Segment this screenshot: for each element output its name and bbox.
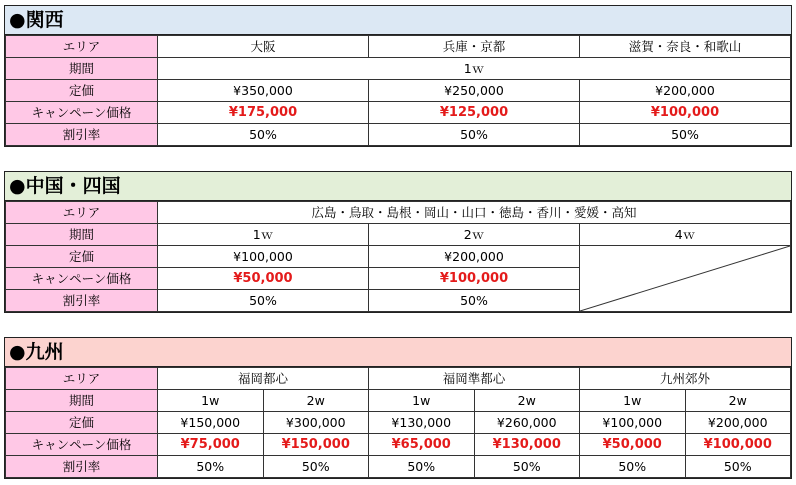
kyushu-section (4, 337, 792, 479)
area-cell: 九州郊外 (580, 368, 791, 390)
area-label: エリア (6, 368, 158, 390)
table-row (6, 390, 791, 412)
period-cell: 1ｗ (158, 224, 369, 246)
discount-cell: 50% (369, 124, 580, 146)
kansai-title: ●関西 (5, 6, 791, 35)
campaign-price-cell: ¥100,000 (685, 434, 791, 456)
discount-label: 割引率 (6, 456, 158, 478)
period-cell: 2w (685, 390, 791, 412)
price-cell: ¥100,000 (580, 412, 686, 434)
price-cell: ¥260,000 (474, 412, 580, 434)
price-cell: ¥150,000 (158, 412, 264, 434)
table-row (6, 124, 791, 146)
table-row (6, 412, 791, 434)
campaign-price-cell: ¥65,000 (369, 434, 475, 456)
campaign-price-cell: ¥100,000 (580, 102, 791, 124)
campaign-price-cell: ¥130,000 (474, 434, 580, 456)
discount-cell: 50% (474, 456, 580, 478)
area-cell: 兵庫・京都 (369, 36, 580, 58)
price-cell: ¥250,000 (369, 80, 580, 102)
period-cell: 1w (369, 390, 475, 412)
period-cell: 4ｗ (580, 224, 791, 246)
period-label: 期間 (6, 224, 158, 246)
chugoku-shikoku-table (5, 201, 791, 312)
empty-cell (580, 246, 791, 312)
discount-label: 割引率 (6, 124, 158, 146)
chugoku-shikoku-section (4, 171, 792, 313)
area-cell: 滋賀・奈良・和歌山 (580, 36, 791, 58)
price-label: 定価 (6, 80, 158, 102)
diagonal-line (580, 246, 790, 311)
area-cell: 大阪 (158, 36, 369, 58)
period-cell: 2w (474, 390, 580, 412)
price-cell: ¥200,000 (685, 412, 791, 434)
table-row (6, 456, 791, 478)
period-label: 期間 (6, 390, 158, 412)
area-cell: 福岡準都心 (369, 368, 580, 390)
area-label: エリア (6, 36, 158, 58)
kyushu-title: ●九州 (5, 338, 791, 367)
kyushu-table (5, 367, 791, 478)
area-cell: 広島・鳥取・島根・岡山・山口・徳島・香川・愛媛・高知 (158, 202, 791, 224)
discount-cell: 50% (158, 456, 264, 478)
price-cell: ¥100,000 (158, 246, 369, 268)
table-row (6, 36, 791, 58)
discount-cell: 50% (158, 124, 369, 146)
table-row (6, 80, 791, 102)
campaign-label: キャンペーン価格 (6, 268, 158, 290)
campaign-label: キャンペーン価格 (6, 434, 158, 456)
table-row (6, 434, 791, 456)
chugoku-shikoku-title: ●中国・四国 (5, 172, 791, 201)
discount-cell: 50% (580, 124, 791, 146)
table-row (6, 202, 791, 224)
period-label: 期間 (6, 58, 158, 80)
discount-cell: 50% (263, 456, 369, 478)
period-cell: 2w (263, 390, 369, 412)
area-cell: 福岡都心 (158, 368, 369, 390)
price-cell: ¥300,000 (263, 412, 369, 434)
kansai-section (4, 5, 792, 147)
period-cell: 2ｗ (369, 224, 580, 246)
price-cell: ¥200,000 (580, 80, 791, 102)
table-row (6, 246, 791, 268)
campaign-price-cell: ¥100,000 (369, 268, 580, 290)
price-cell: ¥200,000 (369, 246, 580, 268)
campaign-price-cell: ¥75,000 (158, 434, 264, 456)
campaign-price-cell: ¥175,000 (158, 102, 369, 124)
discount-cell: 50% (685, 456, 791, 478)
campaign-price-cell: ¥50,000 (580, 434, 686, 456)
campaign-price-cell: ¥50,000 (158, 268, 369, 290)
campaign-price-cell: ¥125,000 (369, 102, 580, 124)
discount-cell: 50% (369, 456, 475, 478)
campaign-label: キャンペーン価格 (6, 102, 158, 124)
discount-cell: 50% (369, 290, 580, 312)
table-row (6, 368, 791, 390)
period-cell: 1ｗ (158, 58, 791, 80)
price-label: 定価 (6, 412, 158, 434)
period-cell: 1w (580, 390, 686, 412)
kansai-table (5, 35, 791, 146)
discount-cell: 50% (580, 456, 686, 478)
discount-cell: 50% (158, 290, 369, 312)
price-label: 定価 (6, 246, 158, 268)
campaign-price-cell: ¥150,000 (263, 434, 369, 456)
discount-label: 割引率 (6, 290, 158, 312)
table-row (6, 102, 791, 124)
area-label: エリア (6, 202, 158, 224)
price-cell: ¥350,000 (158, 80, 369, 102)
period-cell: 1w (158, 390, 264, 412)
table-row (6, 58, 791, 80)
price-cell: ¥130,000 (369, 412, 475, 434)
table-row (6, 224, 791, 246)
